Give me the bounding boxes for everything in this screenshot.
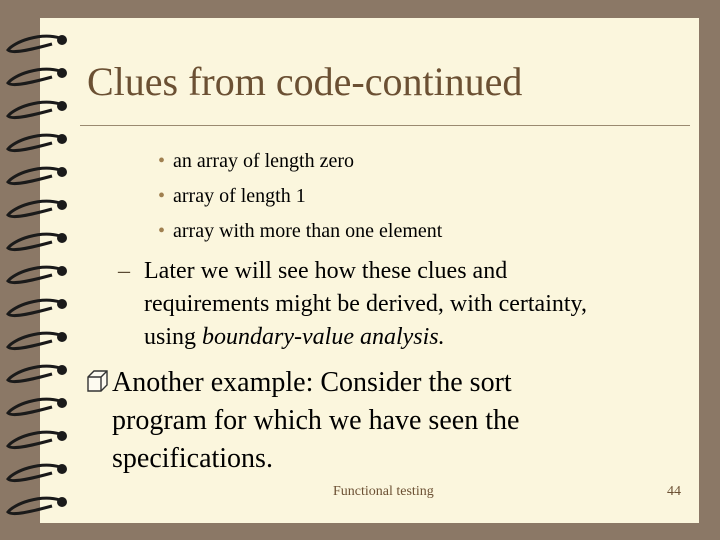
title-divider xyxy=(80,125,690,126)
spiral-hole xyxy=(57,398,67,408)
spiral-ring xyxy=(8,135,60,150)
spiral-hole xyxy=(57,332,67,342)
sub-bullet-1: • an array of length zero xyxy=(158,150,355,172)
spiral-ring xyxy=(8,102,60,117)
spiral-ring xyxy=(8,201,60,216)
spiral-ring xyxy=(8,300,60,315)
spiral-ring xyxy=(8,432,60,447)
spiral-ring xyxy=(8,333,60,348)
box-bullet-icon xyxy=(85,368,109,394)
spiral-ring xyxy=(8,399,60,414)
spiral-ring xyxy=(8,69,60,84)
spiral-binding-icon xyxy=(0,0,80,540)
spiral-ring xyxy=(8,168,60,183)
spiral-hole xyxy=(57,233,67,243)
spiral-ring xyxy=(8,234,60,249)
page-number: 44 xyxy=(667,484,681,499)
spiral-ring xyxy=(8,267,60,282)
spiral-hole xyxy=(57,68,67,78)
spiral-hole xyxy=(57,299,67,309)
spiral-hole xyxy=(57,200,67,210)
spiral-hole xyxy=(57,101,67,111)
sub-bullet-3: • array with more than one element xyxy=(158,220,443,242)
spiral-hole xyxy=(57,134,67,144)
spiral-ring xyxy=(8,36,60,51)
dash-marker: – xyxy=(118,258,130,284)
spiral-hole xyxy=(57,35,67,45)
term-italic: boundary-value analysis. xyxy=(202,324,445,350)
spiral-ring xyxy=(8,366,60,381)
sub-bullet-2: • array of length 1 xyxy=(158,185,306,207)
spiral-ring xyxy=(8,498,60,513)
spiral-hole xyxy=(57,167,67,177)
spiral-hole xyxy=(57,464,67,474)
spiral-ring xyxy=(8,465,60,480)
footer-text: Functional testing xyxy=(333,484,434,499)
slide-title: Clues from code-continued xyxy=(87,59,523,104)
spiral-hole xyxy=(57,431,67,441)
main-bullet: Another example: Consider the sort program for which we have seen the specifications. xyxy=(85,364,519,478)
spiral-hole xyxy=(57,266,67,276)
spiral-hole xyxy=(57,365,67,375)
dash-item: – Later we will see how these clues and requirements might be derived, with certainty, using boundary-value analysis. xyxy=(118,255,587,354)
spiral-hole xyxy=(57,497,67,507)
